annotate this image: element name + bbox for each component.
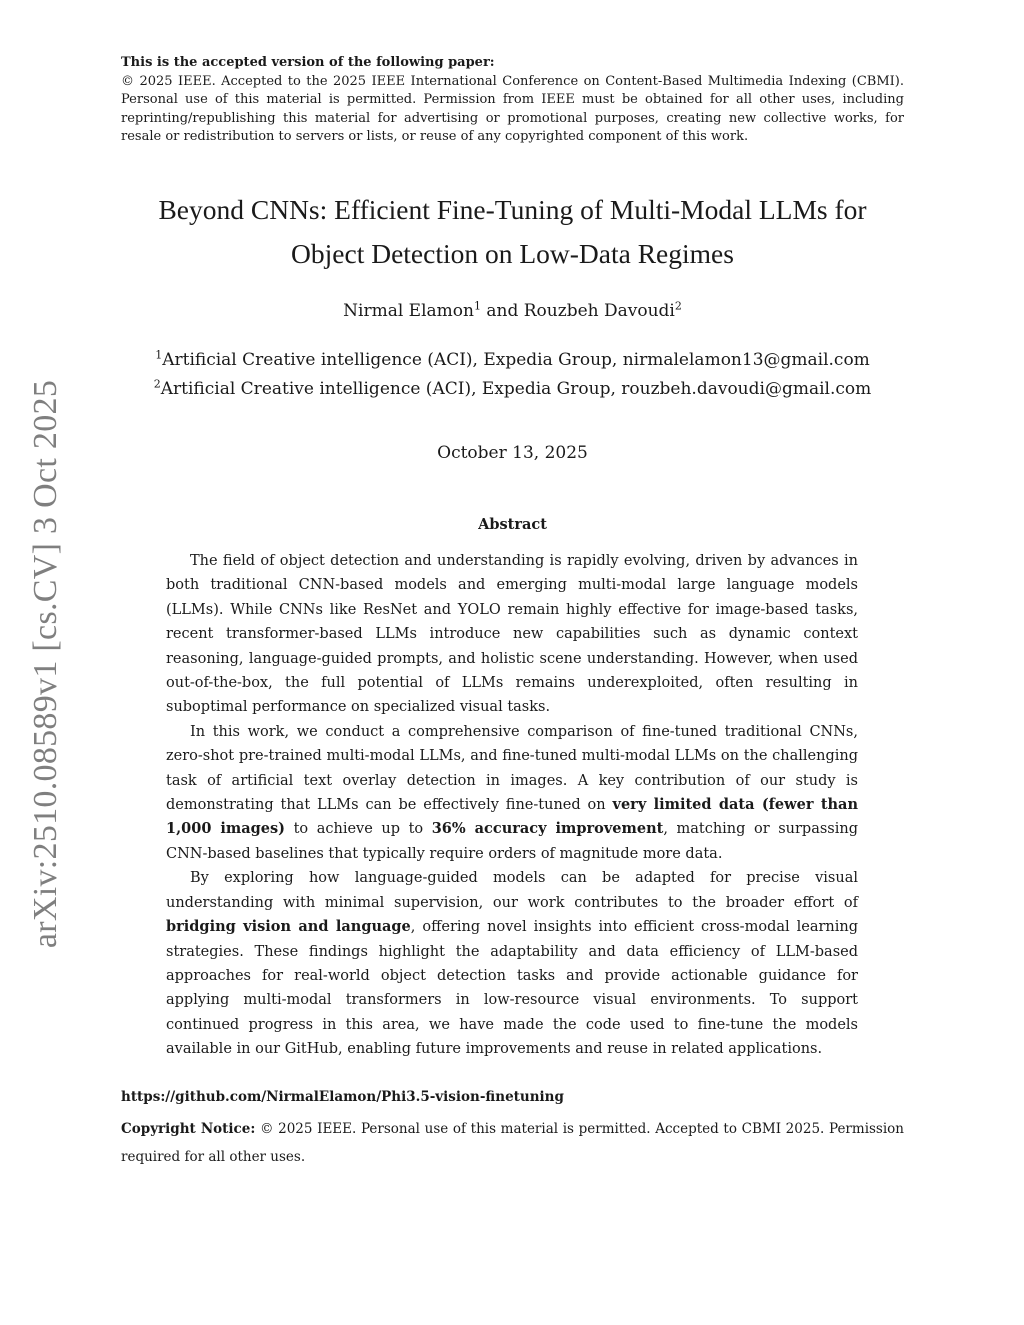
abstract-text: By exploring how language-guided models can be adapted for precise visual understanding with minimal supervision, our work contributes to the broader effort of — [166, 870, 858, 911]
paper-title — [121, 188, 904, 276]
affiliation-marker: 1 — [155, 348, 163, 362]
abstract-heading: Abstract — [478, 516, 547, 533]
affiliation-marker: 2 — [674, 299, 682, 313]
abstract-text: to achieve up to — [285, 821, 432, 838]
abstract-paragraph: The field of object detection and understanding is rapidly evolving, driven by advances in both traditional CNN-based models and emerging multi-modal large language models (LLMs). While CNNs like ResNet and YOLO remain highly effective for image-based tasks, recent transformer-based LLMs introduce new capabilities such as dynamic context reasoning, language-guided prompts, and holistic scene understanding. However, when used out-of-the-box, the full potential of LLMs remains underexploited, often resulting in suboptimal performance on specialized visual tasks. — [166, 553, 858, 716]
copyright-text: © 2025 IEEE. Personal use of this material is permitted. Accepted to CBMI 2025. Permission required for all other uses. — [121, 1121, 905, 1165]
abstract-text: In this work, we conduct a comprehensive comparison of fine-tuned traditional CNNs, zero-shot pre-trained multi-modal LLMs, and fine-tuned multi-modal LLMs on the challenging task of artificial text overlay detection in images. A key contribution of our study is demonstrating that LLMs can be effectively fine-tuned on — [166, 723, 858, 814]
abstract-paragraph — [166, 866, 858, 1061]
affiliation-line — [121, 346, 904, 375]
abstract-body — [166, 549, 858, 1062]
notice-body: © 2025 IEEE. Accepted to the 2025 IEEE International Conference on Content-Based Multimedia Indexing (CBMI). Personal use of this material is permitted. Permission from IEEE must be obtained for all other uses, including reprinting/republishing this material for advertising or promotional purposes, creating new collective works, for resale or redistribution to servers or lists, or reuse of any copyrighted component of this work. — [121, 73, 904, 144]
abstract-paragraph — [166, 720, 858, 866]
abstract-emphasis: bridging vision and language — [166, 918, 411, 936]
abstract-emphasis: very limited data (fewer than 1,000 images) — [166, 796, 858, 838]
title-line-1: Beyond CNNs: Efficient Fine-Tuning of Multi-Modal LLMs for — [158, 194, 867, 225]
abstract-text: , offering novel insights into efficient cross-modal learning strategies. These findings highlight the adaptability and data efficiency of LLM-based approaches for real-world object detection tasks and provide actionable guidance for applying multi-modal transformers in low-resource visual environments. To support continued progress in this area, we have made the code used to fine-tune the models available in our GitHub, enabling future improvements and reuse in related applications. — [166, 919, 858, 1058]
github-link[interactable]: https://github.com/NirmalElamon/Phi3.5-vision-finetuning — [121, 1089, 564, 1105]
notice-heading: This is the accepted version of the following paper: — [121, 55, 495, 70]
affiliations — [121, 346, 904, 404]
affiliation-text: Artificial Creative intelligence (ACI), Expedia Group, rouzbeh.davoudi@gmail.com — [160, 379, 872, 399]
affiliation-marker: 1 — [473, 299, 481, 313]
author-joiner: and — [480, 301, 524, 321]
abstract-text: , matching or surpassing CNN-based baselines that typically require orders of magnitude more data. — [166, 821, 858, 862]
abstract-emphasis: 36% accuracy improvement — [431, 820, 664, 838]
copyright-label: Copyright Notice: — [121, 1121, 256, 1137]
author-list — [121, 299, 904, 323]
author-name: Rouzbeh Davoudi — [523, 301, 675, 321]
affiliation-marker: 2 — [153, 377, 161, 391]
affiliation-text: Artificial Creative intelligence (ACI), Expedia Group, nirmalelamon13@gmail.com — [162, 350, 870, 370]
copyright-notice — [121, 1115, 904, 1171]
affiliation-line — [121, 375, 904, 404]
publication-date: October 13, 2025 — [437, 443, 588, 463]
title-line-2: Object Detection on Low-Data Regimes — [291, 238, 734, 269]
author-name: Nirmal Elamon — [343, 301, 474, 321]
arxiv-watermark: arXiv:2510.08589v1 [cs.CV] 3 Oct 2025 — [27, 379, 64, 949]
accepted-version-notice — [121, 54, 904, 147]
